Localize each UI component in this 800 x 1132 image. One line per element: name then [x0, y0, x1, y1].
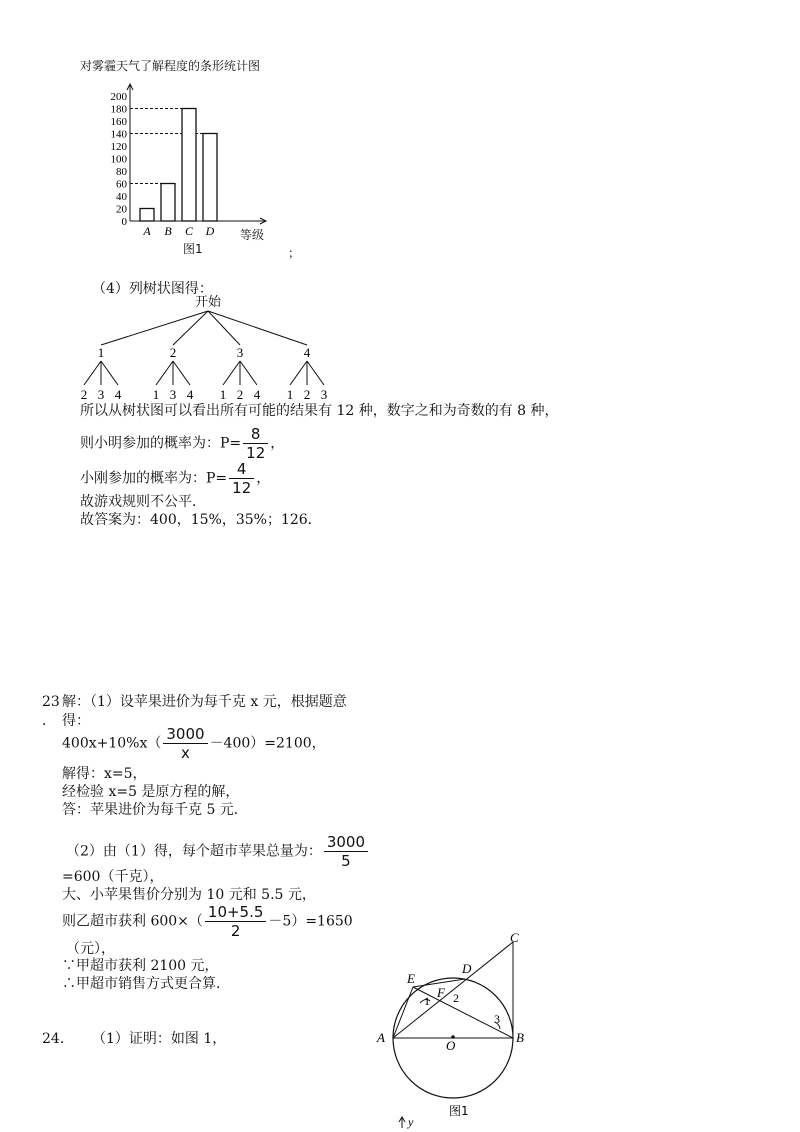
tree-branch-label: 3 [236, 345, 244, 360]
q23-prices: 大、小苹果售价分别为 10 元和 5.5 元， [62, 887, 316, 903]
geometry-figure [370, 925, 540, 1130]
tree-leaf-label: 4 [114, 387, 122, 402]
tree-root: 开始 [195, 295, 222, 310]
tree-child-edge [307, 361, 324, 385]
tree-root-edge [101, 311, 208, 345]
tree-leaf-label: 2 [236, 387, 244, 402]
tree-leaf-label: 3 [97, 387, 105, 402]
q23-solve: 解得：x=5， [62, 766, 147, 782]
y-tick-label: 0 [121, 216, 127, 228]
q23-answer1: 答：苹果进价为每千克 5 元． [62, 802, 248, 818]
category-label: A [143, 224, 151, 238]
y-tick-label: 120 [110, 141, 127, 153]
q4-result-line: 所以从树状图可以看出所有可能的结果有 12 种，数字之和为奇数的有 8 种， [80, 403, 559, 419]
category-label: B [164, 224, 172, 238]
q23-part2: （2）由（1）得，每个超市苹果总量为： $\frac{3000}{5}$ [66, 833, 370, 870]
tree-branch-label: 4 [303, 345, 311, 360]
tree-child-edge [84, 361, 101, 385]
q23-jia: ∵甲超市获利 2100 元， [62, 958, 219, 974]
tree-child-edge [101, 361, 118, 385]
label-C: C [510, 930, 519, 945]
bar-a [140, 209, 154, 222]
bar-c [182, 109, 196, 222]
angle-3-label: 3 [494, 1012, 500, 1026]
tree-leaf-label: 4 [186, 387, 194, 402]
q23-profit: 则乙超市获利 600×（ $\frac{10+5.5}{2}$ －5）=1650 [62, 903, 353, 940]
fraction: $\frac{3000}{5}$ [324, 833, 368, 870]
tree-child-edge [156, 361, 173, 385]
label-A: A [377, 1030, 385, 1045]
tree-leaf-label: 4 [253, 387, 261, 402]
y-tick-label: 40 [116, 191, 127, 203]
y-tick-label: 20 [116, 203, 127, 216]
unfair-line: 故游戏规则不公平． [80, 494, 206, 510]
bar-d [203, 134, 217, 222]
q23-equation: 400x+10%x（ $\frac{3000}{x}$ －400）=2100， [62, 725, 326, 762]
chart-caption: 图1 [183, 242, 203, 256]
x-axis-label: 等级 [240, 228, 265, 242]
xiaogang-probability: 小刚参加的概率为：P= $\frac{4}{12}$ ， [80, 460, 271, 497]
q24-number: 24． [42, 1031, 74, 1047]
tree-leaf-label: 3 [169, 387, 177, 402]
tree-leaf-label: 1 [219, 387, 227, 402]
q23-check: 经检验 x=5 是原方程的解， [62, 784, 240, 800]
y-tick-label: 100 [110, 153, 127, 166]
label-O: O [446, 1038, 456, 1053]
tree-child-edge [223, 361, 240, 385]
label-D: D [462, 961, 472, 976]
category-label: D [205, 224, 215, 238]
label-B: B [516, 1030, 524, 1045]
y-tick-label: 200 [110, 91, 127, 103]
bar-b [161, 184, 175, 222]
tree-leaf-label: 2 [80, 387, 88, 402]
q23-result: =600（千克）， [62, 869, 164, 885]
tree-leaf-label: 3 [320, 387, 328, 402]
fraction: $\frac{4}{12}$ [229, 460, 254, 497]
y-label: y [408, 1115, 414, 1129]
tree-leaf-label: 1 [286, 387, 294, 402]
category-label: C [184, 224, 194, 238]
tree-child-edge [173, 361, 190, 385]
fraction: $\frac{3000}{x}$ [163, 725, 207, 762]
q23-dot: ． [42, 713, 56, 729]
angle-2-label: 2 [453, 991, 459, 1005]
y-tick-label: 60 [116, 178, 127, 191]
xiaoming-probability: 则小明参加的概率为：P= $\frac{8}{12}$ ， [80, 425, 285, 462]
label-F: F [437, 985, 445, 1000]
y-tick-label: 80 [116, 166, 127, 178]
chart-title: 对雾霾天气了解程度的条形统计图 [80, 59, 261, 73]
label-E: E [407, 971, 415, 986]
tree-leaf-label: 2 [303, 387, 311, 402]
tree-leaf-label: 1 [152, 387, 160, 402]
y-tick-label: 160 [110, 116, 127, 128]
q23-line1: 解：（1）设苹果进价为每千克 x 元，根据题意 [62, 694, 347, 710]
q23-number: 23 [42, 694, 60, 710]
y-tick-label: 140 [110, 128, 127, 141]
fraction: $\frac{8}{12}$ [243, 425, 268, 462]
y-tick-label: 180 [110, 103, 127, 116]
fraction: $\frac{10+5.5}{2}$ [205, 903, 267, 940]
figure-caption: 图1 [449, 1104, 469, 1118]
tree-branch-label: 2 [169, 345, 177, 360]
trailing-semicolon: ； [288, 246, 301, 260]
tree-child-edge [290, 361, 307, 385]
tree-child-edge [240, 361, 257, 385]
tree-root-edge [208, 311, 307, 345]
tree-intro: （4）列树状图得： [92, 281, 213, 297]
tree-diagram [70, 305, 370, 405]
answer-line: 故答案为：400，15%，35%；126． [80, 512, 322, 528]
q23-line1b: 得： [62, 713, 90, 729]
angle-1-label: 1 [424, 994, 430, 1008]
q24-line1: （1）证明：如图 1， [92, 1031, 227, 1047]
q23-conclusion: ∴甲超市销售方式更合算． [62, 976, 230, 992]
q23-unit: （元）， [66, 941, 115, 957]
tree-branch-label: 1 [97, 345, 105, 360]
